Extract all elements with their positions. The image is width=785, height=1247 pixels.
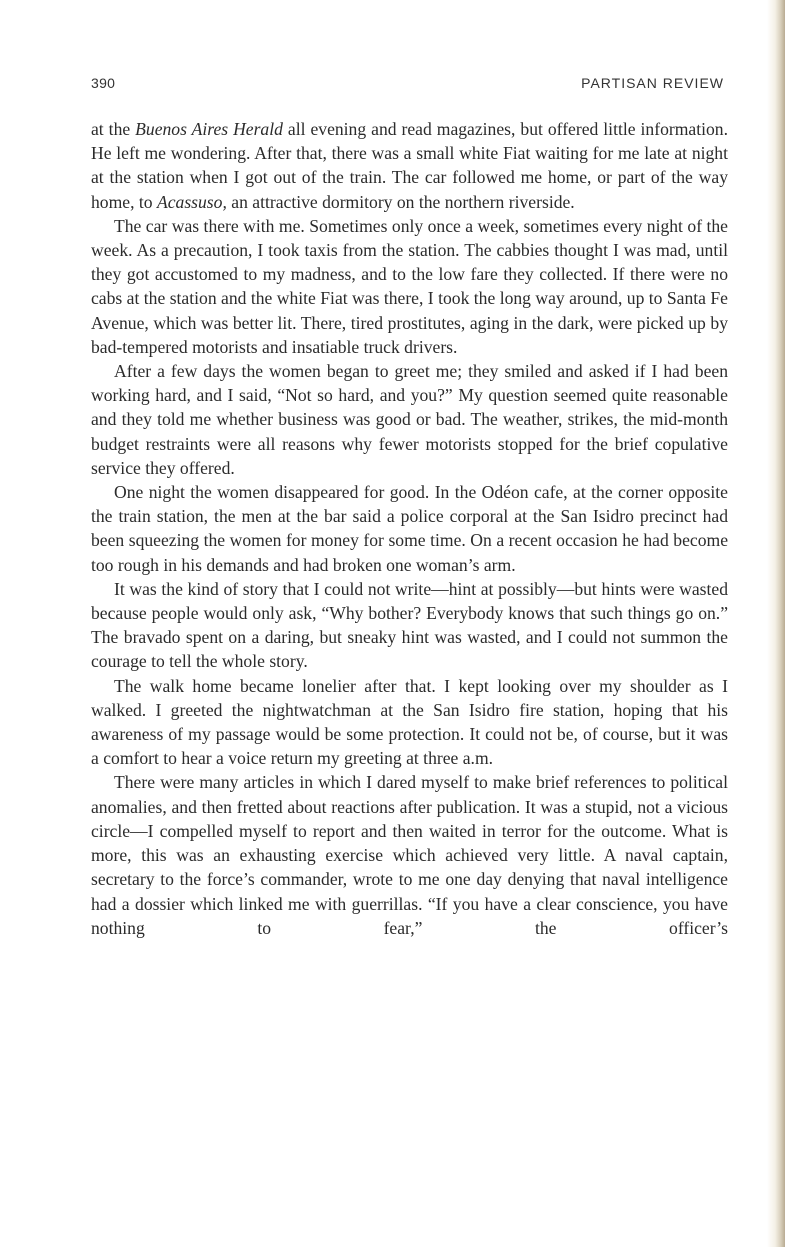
newspaper-title: Buenos Aires Herald — [135, 119, 283, 139]
paragraph-4: One night the women disappeared for good. In the Odéon cafe, at the corner opposite the train station, the men at the bar said a police corporal at the San Isidro precinct had been squeezing the women for money for some time. On a recent occasion he had become too rough in his demands and had broken one woman’s arm. — [91, 482, 728, 575]
place-name: Acassuso, — [156, 191, 227, 212]
paragraph-1-end: an attractive dormitory on the northern riverside. — [226, 191, 575, 212]
paragraph-1-post: all evening and read magazines, but offered little information. He left me wondering. After that, there was a small white Fiat waiting for me late at night at the station when I got out of the train. The car followed me home, or part of the way home, to — [91, 119, 728, 212]
paragraph-6: The walk home became lonelier after that. I kept looking over my shoulder as I walked. I greeted the nightwatchman at the San Isidro fire station, hoping that his awareness of my passage would be some protection. It could not be, of course, but it was a comfort to hear a voice return my greeting at three a.m. — [91, 675, 728, 769]
paragraph-5: It was the kind of story that I could not write—hint at possibly—but hints were wasted because people would only ask, “Why bother? Everybody knows that such things go on.” The bravado spent on a daring, but sneaky hint was wasted, and I could not summon the courage to tell the whole story. — [91, 578, 728, 672]
paragraph-2: The car was there with me. Sometimes only once a week, sometimes every night of the week. As a precaution, I took taxis from the station. The cabbies thought I was mad, until they got accustomed to my madness, and to the low fare they collected. If there were no cabs at the station and the white Fiat was there, I took the long way around, up to Santa Fe Avenue, which was better lit. There, tired prostitutes, aging in the dark, were picked up by bad-tempered motorists and insatiable truck drivers. — [91, 215, 728, 357]
body-text — [91, 117, 728, 940]
paragraph-1 — [91, 117, 728, 214]
paragraph-3: After a few days the women began to greet me; they smiled and asked if I had been working hard, and I said, “Not so hard, and you?” My question seemed quite reasonable and they told me whether business was good or bad. The weather, strikes, the mid-month budget restraints were all reasons why fewer motorists stopped for the brief copulative service they offered. — [91, 361, 728, 478]
paragraph-7: There were many articles in which I dared myself to make brief references to political anomalies, and then fretted about reactions after publication. It was a stupid, not a vicious circle—I compelled myself to report and then waited in terror for the outcome. What is more, this was an exhausting exercise which achieved very little. A naval captain, secretary to the force’s commander, wrote to me one day denying that naval intelligence had a dossier which linked me with guerrillas. “If you have a clear conscience, you have nothing to fear,” the officer’s — [91, 772, 728, 938]
page-number: 390 — [91, 75, 116, 91]
paragraph-1-pre: at the — [91, 119, 136, 139]
page-edge — [767, 0, 785, 1247]
running-title: PARTISAN REVIEW — [581, 75, 724, 91]
